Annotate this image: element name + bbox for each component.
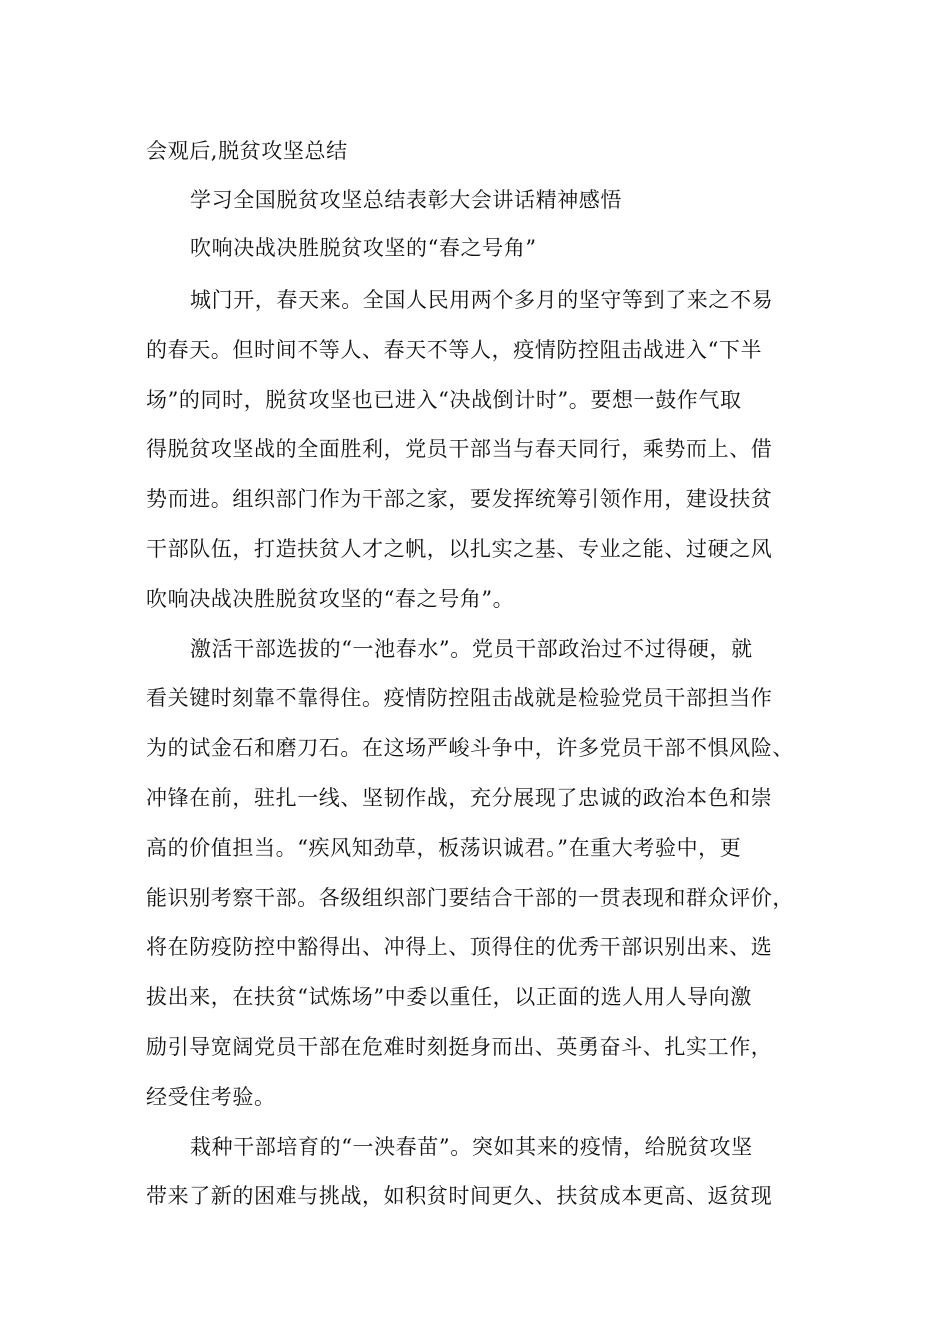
paragraph-line: 得脱贫攻坚战的全面胜利，党员干部当与春天同行，乘势而上、借 [146, 437, 773, 462]
paragraph-line: 为的试金石和磨刀石。在这场严峻斗争中，许多党员干部不惧风险、 [146, 736, 794, 761]
document-subtitle-1: 学习全国脱贫攻坚总结表彰大会讲话精神感悟 [190, 188, 622, 212]
paragraph-line: 带来了新的困难与挑战，如积贫时间更久、扶贫成本更高、返贫现 [146, 1184, 773, 1209]
paragraph-line: 冲锋在前，驻扎一线、坚韧作战，充分展现了忠诚的政治本色和崇 [146, 785, 773, 810]
paragraph-2 [146, 625, 810, 1123]
paragraph-line: 激活干部选拔的“一池春水”。党员干部政治过不过得硬，就 [190, 636, 753, 661]
paragraph-line: 吹响决战决胜脱贫攻坚的“春之号角”。 [146, 586, 515, 611]
paragraph-line: 励引导宽阔党员干部在危难时刻挺身而出、英勇奋斗、扎实工作， [146, 1034, 773, 1059]
paragraph-line: 城门开，春天来。全国人民用两个多月的坚守等到了来之不易 [190, 288, 774, 312]
paragraph-3 [146, 1123, 810, 1223]
document-body [146, 132, 810, 1222]
paragraph-line: 场”的同时，脱贫攻坚也已进入“决战倒计时”。要想一鼓作气取 [146, 387, 742, 412]
paragraph-line: 看关键时刻靠不靠得住。疫情防控阻击战就是检验党员干部担当作 [146, 686, 773, 711]
paragraph-line: 势而进。组织部门作为干部之家，要发挥统筹引领作用，建设扶贫 [146, 487, 773, 512]
paragraph-line: 将在防疫防控中豁得出、冲得上、顶得住的优秀干部识别出来、选 [146, 935, 773, 960]
paragraph-line: 栽种干部培育的“一泱春苗”。突如其来的疫情，给脱贫攻坚 [190, 1134, 753, 1159]
paragraph-1 [146, 276, 810, 625]
document-title-line: 会观后,脱贫攻坚总结 [146, 139, 348, 163]
document-subtitle-2: 吹响决战决胜脱贫攻坚的“春之号角” [190, 236, 537, 260]
paragraph-line: 的春天。但时间不等人、春天不等人，疫情防控阻击战进入“下半 [146, 337, 763, 362]
paragraph-line: 高的价值担当。“疾风知劲草，板荡识诚君。”在重大考验中，更 [146, 835, 742, 860]
paragraph-line: 拔出来，在扶贫“试炼场”中委以重任，以正面的选人用人导向激 [146, 985, 752, 1010]
paragraph-line: 经受住考验。 [146, 1084, 276, 1109]
paragraph-line: 能识别考察干部。各级组织部门要结合干部的一贯表现和群众评价， [146, 885, 794, 910]
paragraph-line: 干部队伍，打造扶贫人才之帆，以扎实之基、专业之能、过硬之风 [146, 536, 773, 561]
